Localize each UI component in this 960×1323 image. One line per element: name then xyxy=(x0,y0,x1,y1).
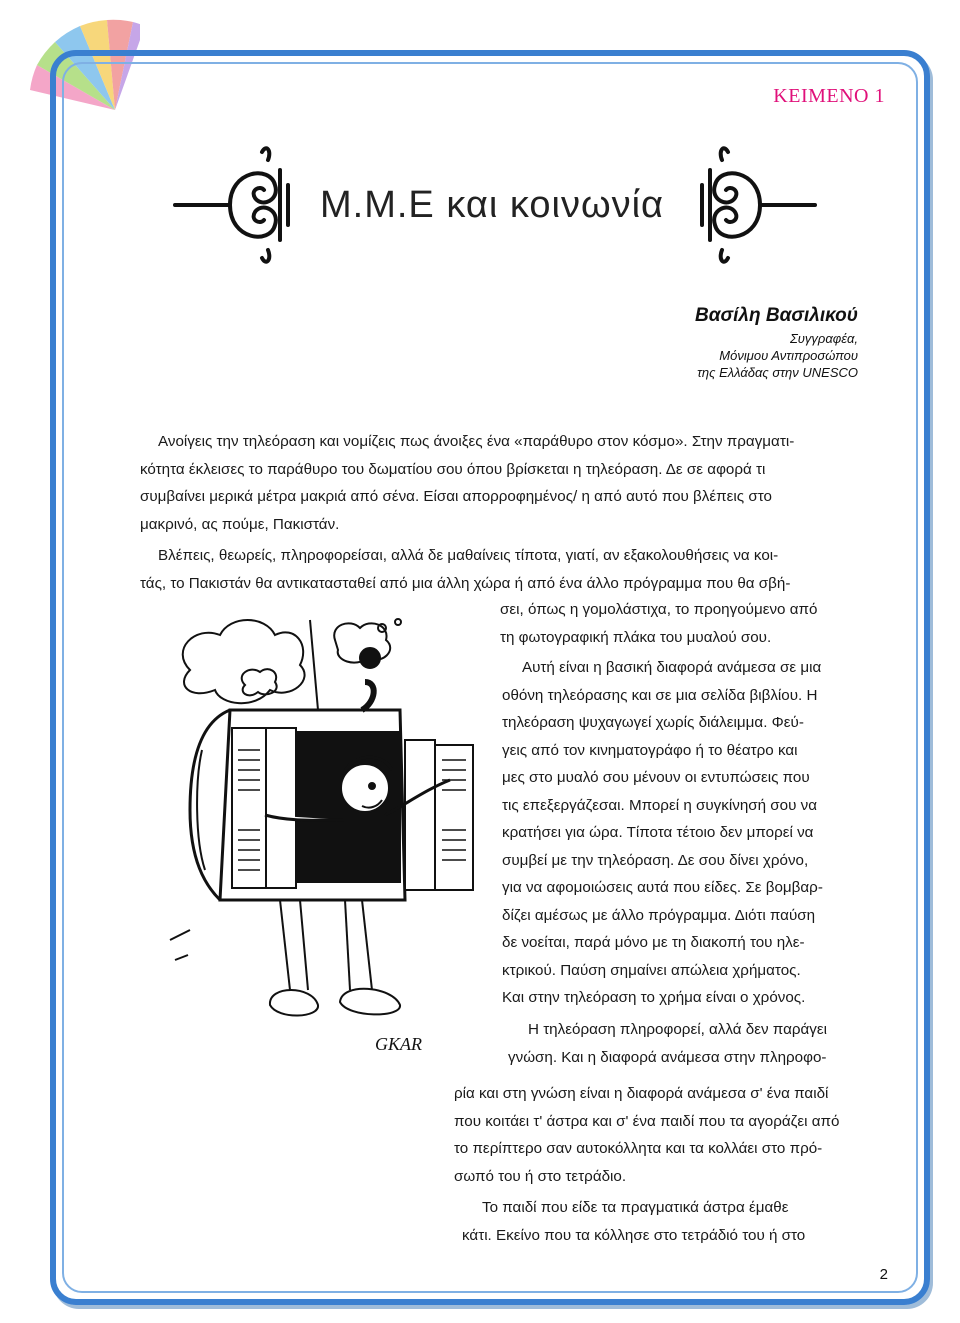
text-line: το περίπτερο σαν αυτοκόλλητα και τα κολλάει στο πρό- xyxy=(454,1140,823,1157)
text-line: συμβαίνει μερικά μέτρα μακριά από σένα. Είσαι απορροφημένος/ η από αυτό που βλέπεις στο xyxy=(140,488,772,505)
text-line: ρία και στη γνώση είναι η διαφορά ανάμεσα σ' ένα παιδί xyxy=(454,1085,829,1102)
text-line: κτρικού. Παύση σημαίνει απώλεια χρήματος. xyxy=(502,961,801,979)
page-number: 2 xyxy=(879,1266,888,1283)
paragraph xyxy=(462,1194,805,1249)
text-line: σει, όπως η γομολάστιχα, το προηγούμενο από xyxy=(500,601,818,618)
article-title: Μ.Μ.Ε και κοινωνία xyxy=(320,184,665,226)
text-line: γεις από τον κινηματογράφο ή το θέατρο και xyxy=(502,741,798,759)
text-line: κάτι. Εκείνο που τα κόλλησε στο τετράδιό του ή στο xyxy=(462,1226,806,1244)
scroll-ornament-icon xyxy=(680,140,820,270)
text-line: δε νοείται, παρά μόνο με τη διακοπή του ηλε- xyxy=(502,934,805,951)
text-line: Και στην τηλεόραση το χρήμα είναι ο χρόνος. xyxy=(502,989,806,1006)
text-line: τη φωτογραφική πλάκα του μυαλού σου. xyxy=(500,628,772,646)
illustrator-signature: GKAR xyxy=(375,1034,422,1054)
text-line: Βλέπεις, θεωρείς, πληροφορείσαι, αλλά δε μαθαίνεις τίποτα, γιατί, αν εξακολουθήσεις να κοι- xyxy=(158,547,779,564)
text-line: κρατήσει για ώρα. Τίποτα τέτοιο δεν μπορεί να xyxy=(502,824,814,841)
text-line: Αυτή είναι η βασική διαφορά ανάμεσα σε μια xyxy=(522,659,822,676)
text-line: μακρινό, ας πούμε, Πακιστάν. xyxy=(140,515,340,533)
text-line: Ανοίγεις την τηλεόραση και νομίζεις πως άνοιξες ένα «παράθυρο στον κόσμο». Στην πραγματι- xyxy=(158,433,795,450)
author-role: Μόνιμου Αντιπροσώπου xyxy=(719,348,858,363)
text-line: κότητα έκλεισες το παράθυρο του δωματίου σου όπου βρίσκεται η τηλεόραση. Δε σε αφορά τι xyxy=(140,460,766,478)
text-line: συμβεί με την τηλεόραση. Δε σου δίνει χρόνο, xyxy=(502,851,809,869)
paragraph xyxy=(140,428,794,538)
paragraph xyxy=(454,1080,839,1190)
text-line: μες στο μυαλό σου μένουν οι εντυπώσεις που xyxy=(502,769,810,786)
paragraph xyxy=(140,542,790,597)
section-label: ΚΕΙΜΕΝΟ 1 xyxy=(773,85,885,107)
text-line: γνώση. Και η διαφορά ανάμεσα στην πληροφο- xyxy=(508,1048,827,1066)
author-block xyxy=(695,305,858,381)
text-line: Το παιδί που είδε τα πραγματικά άστρα έμαθε xyxy=(482,1199,789,1216)
paragraph xyxy=(500,596,817,651)
text-line: δίζει αμέσως με άλλο πρόγραμμα. Διότι παύση xyxy=(502,906,816,924)
author-role: Συγγραφέα, xyxy=(789,331,858,346)
text-line: τάς, το Πακιστάν θα αντικατασταθεί από μια άλλη χώρα ή από ένα άλλο πρόγραμμα που θα σβή- xyxy=(140,574,791,592)
text-line: για να αφομοιώσεις αυτά που είδες. Σε βομβαρ- xyxy=(502,879,823,896)
title-area xyxy=(170,140,820,270)
paragraph xyxy=(502,654,823,1012)
text-line: που κοιτάει τ' άστρα και σ' ένα παιδί που τα αγοράζει από xyxy=(454,1112,840,1130)
tv-cartoon-illustration xyxy=(150,610,490,1070)
scroll-ornament-icon xyxy=(170,140,310,270)
text-line: Η τηλεόραση πληροφορεί, αλλά δεν παράγει xyxy=(528,1021,828,1038)
author-name: Βασίλη Βασιλικού xyxy=(695,305,858,326)
paragraph xyxy=(508,1016,827,1071)
text-line: σωπό του ή στο τετράδιο. xyxy=(454,1167,627,1185)
text-line: οθόνη τηλεόρασης και σε μια σελίδα βιβλίου. Η xyxy=(502,686,818,704)
text-line: τηλεόραση ψυχαγωγεί χωρίς διάλειμμα. Φεύ- xyxy=(502,714,804,731)
author-role: της Ελλάδας στην UNESCO xyxy=(697,365,858,380)
text-line: τις επεξεργάζεσαι. Μπορεί η συγκίνησή σου να xyxy=(502,796,818,814)
